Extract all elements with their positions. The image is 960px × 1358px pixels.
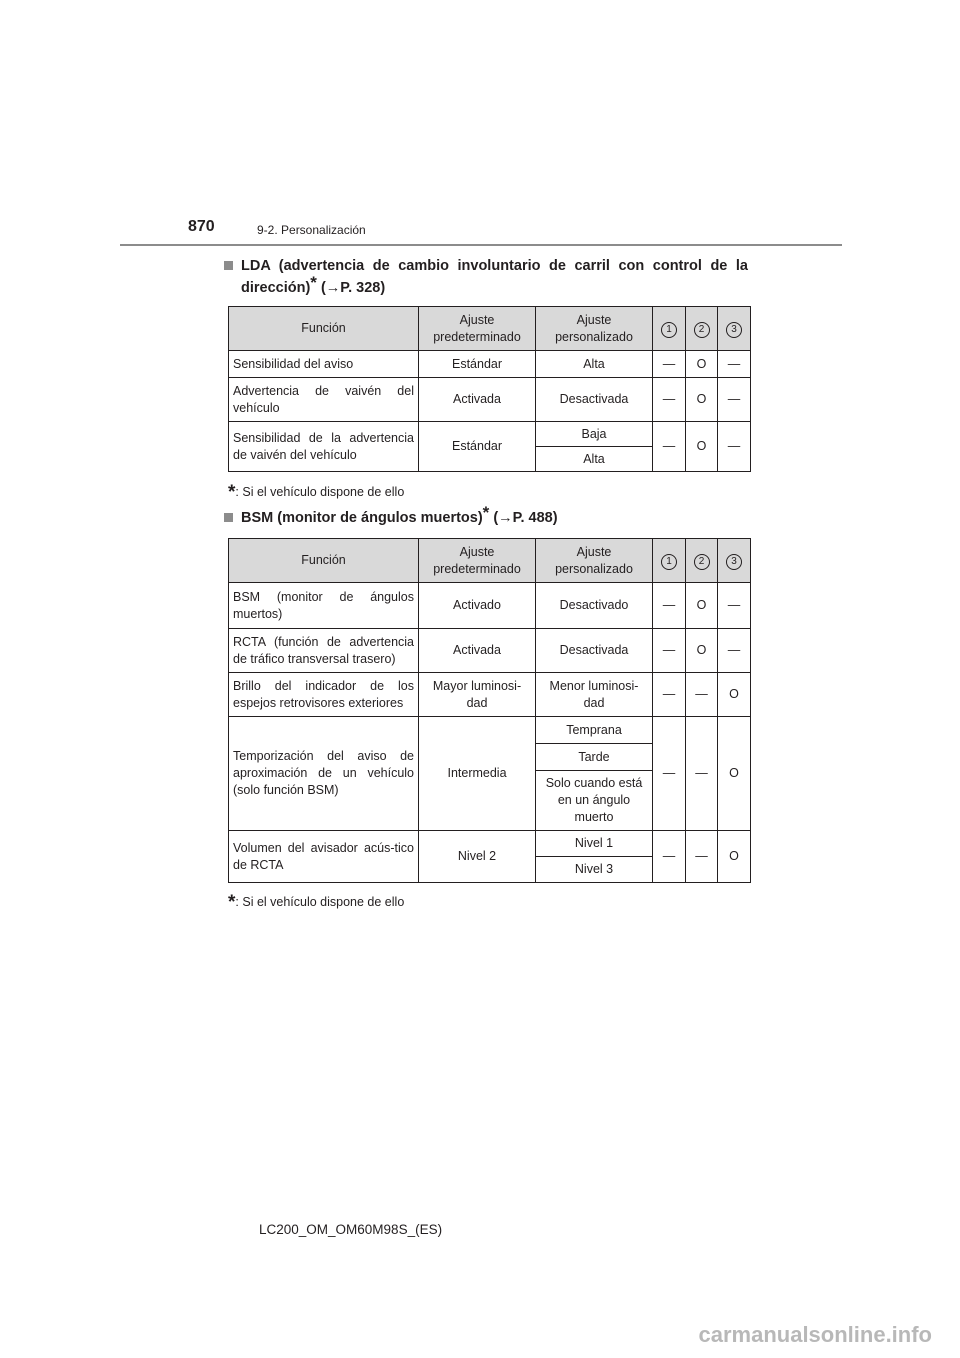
- cell-predeterminado: Estándar: [419, 351, 536, 378]
- cell-predeterminado: Activada: [419, 629, 536, 673]
- table-row: [229, 378, 751, 422]
- cell-c3: —: [718, 583, 751, 629]
- circled-number: 3: [726, 554, 742, 570]
- circled-number: 2: [694, 554, 710, 570]
- cell-c2: O: [686, 351, 718, 378]
- circled-number: 2: [694, 322, 710, 338]
- cell-c2: O: [686, 583, 718, 629]
- lda-heading-text: LDA (advertencia de cambio involuntario de carril con control de la dirección): [241, 258, 748, 296]
- table-row: [229, 422, 751, 447]
- cell-funcion: Advertencia de vaivén del vehículo: [229, 378, 419, 422]
- lda-table: [228, 306, 751, 472]
- footnote-text: : Si el vehículo dispone de ello: [235, 895, 405, 909]
- table-row: [229, 351, 751, 378]
- cell-personalizado: Desactivado: [536, 583, 653, 629]
- col-header-personalizado: Ajuste personalizado: [536, 307, 653, 351]
- cell-c3: —: [718, 629, 751, 673]
- cell-funcion: RCTA (función de advertencia de tráfico transversal trasero): [229, 629, 419, 673]
- cell-predeterminado: Intermedia: [419, 717, 536, 831]
- col-header-funcion: Función: [229, 539, 419, 583]
- asterisk: *: [310, 273, 317, 292]
- cell-c2: —: [686, 673, 718, 717]
- cell-personalizado: Alta: [536, 351, 653, 378]
- col-header-3: [718, 539, 751, 583]
- cell-personalizado: Solo cuando está en un ángulo muerto: [536, 771, 653, 831]
- cell-personalizado: Nivel 3: [536, 857, 653, 883]
- table-row: [229, 629, 751, 673]
- page-number: 870: [188, 218, 215, 235]
- table-header-row: [229, 539, 751, 583]
- col-header-predeterminado: Ajuste predeterminado: [419, 539, 536, 583]
- header-rule: [120, 244, 842, 246]
- cell-funcion: Brillo del indicador de los espejos retrovisores exteriores: [229, 673, 419, 717]
- cell-c3: —: [718, 351, 751, 378]
- cell-c1: —: [653, 351, 686, 378]
- cell-personalizado: Temprana: [536, 717, 653, 744]
- cell-c1: —: [653, 673, 686, 717]
- lda-heading: [224, 255, 748, 299]
- cell-personalizado: Desactivada: [536, 378, 653, 422]
- col-header-2: [686, 307, 718, 351]
- cell-c3: —: [718, 422, 751, 472]
- circled-number: 1: [661, 554, 677, 570]
- cell-personalizado: Desactivada: [536, 629, 653, 673]
- col-header-personalizado: Ajuste personalizado: [536, 539, 653, 583]
- cell-c1: —: [653, 629, 686, 673]
- circled-number: 3: [726, 322, 742, 338]
- col-header-2: [686, 539, 718, 583]
- cell-predeterminado: Mayor luminosi-dad: [419, 673, 536, 717]
- cell-c3: O: [718, 673, 751, 717]
- col-header-1: [653, 539, 686, 583]
- footnote-asterisk: *: [228, 482, 236, 503]
- col-header-predeterminado: Ajuste predeterminado: [419, 307, 536, 351]
- bsm-heading-text: BSM (monitor de ángulos muertos): [241, 510, 483, 526]
- col-header-3: [718, 307, 751, 351]
- square-bullet-icon: [224, 513, 233, 522]
- cell-c1: —: [653, 422, 686, 472]
- cell-c2: —: [686, 831, 718, 883]
- document-code: LC200_OM_OM60M98S_(ES): [259, 1222, 443, 1237]
- bsm-footnote: [228, 892, 404, 914]
- cell-predeterminado: Activada: [419, 378, 536, 422]
- col-header-1: [653, 307, 686, 351]
- table-row: [229, 673, 751, 717]
- cell-funcion: Volumen del avisador acús-tico de RCTA: [229, 831, 419, 883]
- cell-c2: —: [686, 717, 718, 831]
- cell-funcion: Temporización del aviso de aproximación de un vehículo (solo función BSM): [229, 717, 419, 831]
- cell-c3: —: [718, 378, 751, 422]
- table-row: [229, 717, 751, 744]
- cell-funcion: BSM (monitor de ángulos muertos): [229, 583, 419, 629]
- cell-personalizado: Menor luminosi-dad: [536, 673, 653, 717]
- watermark: carmanualsonline.info: [698, 1322, 932, 1347]
- cell-c1: —: [653, 378, 686, 422]
- cell-predeterminado: Nivel 2: [419, 831, 536, 883]
- bsm-table: [228, 538, 751, 883]
- cell-c2: O: [686, 378, 718, 422]
- cell-c3: O: [718, 831, 751, 883]
- cell-c1: —: [653, 717, 686, 831]
- table-row: [229, 831, 751, 857]
- cell-predeterminado: Estándar: [419, 422, 536, 472]
- circled-number: 1: [661, 322, 677, 338]
- table-header-row: [229, 307, 751, 351]
- cell-funcion: Sensibilidad de la advertencia de vaivén del vehículo: [229, 422, 419, 472]
- cell-personalizado: Nivel 1: [536, 831, 653, 857]
- cell-c3: O: [718, 717, 751, 831]
- cell-funcion: Sensibilidad del aviso: [229, 351, 419, 378]
- table-row: [229, 583, 751, 629]
- footnote-text: : Si el vehículo dispone de ello: [235, 485, 405, 499]
- section-title: 9-2. Personalización: [257, 223, 366, 237]
- square-bullet-icon: [224, 261, 233, 270]
- cell-predeterminado: Activado: [419, 583, 536, 629]
- bsm-heading: [224, 503, 748, 529]
- page-reference: (→P. 488): [493, 510, 558, 526]
- cell-c1: —: [653, 831, 686, 883]
- footnote-asterisk: *: [228, 892, 236, 913]
- cell-c2: O: [686, 629, 718, 673]
- cell-c2: O: [686, 422, 718, 472]
- cell-personalizado: Tarde: [536, 744, 653, 771]
- cell-personalizado: Alta: [536, 447, 653, 472]
- cell-c1: —: [653, 583, 686, 629]
- lda-footnote: [228, 482, 404, 504]
- page-reference: (→P. 328): [320, 280, 386, 296]
- col-header-funcion: Función: [229, 307, 419, 351]
- cell-personalizado: Baja: [536, 422, 653, 447]
- asterisk: *: [482, 503, 490, 522]
